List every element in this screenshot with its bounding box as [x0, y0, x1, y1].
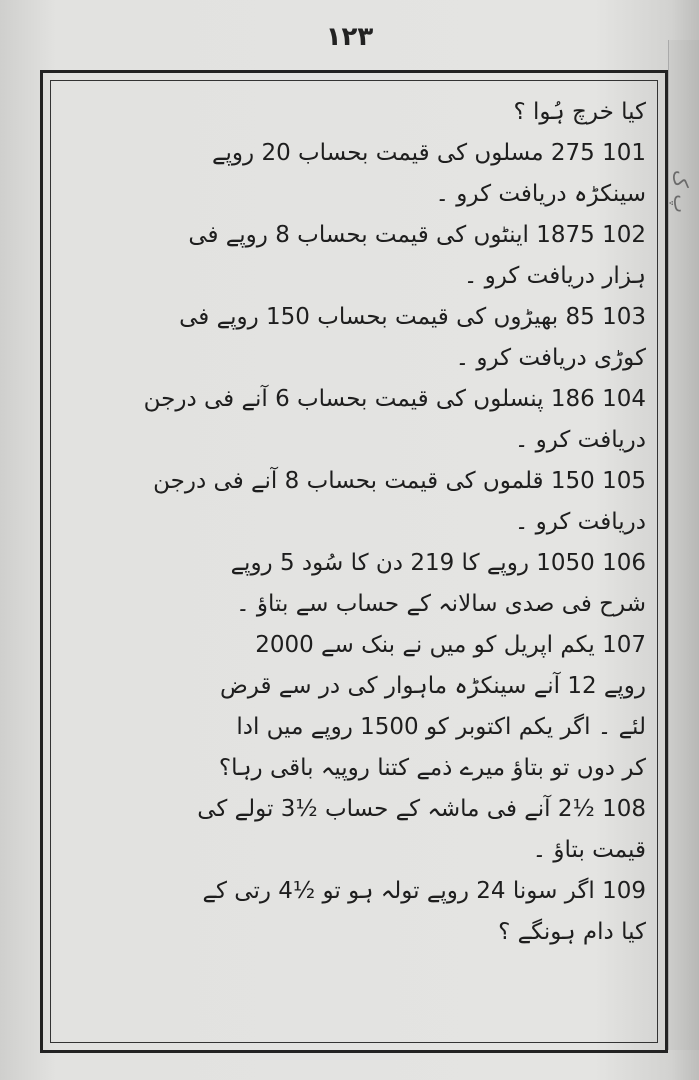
text-line: 108 ½2 آنے فی ماشہ کے حساب ½3 تولے کی [197, 796, 646, 822]
text-line: شرح فی صدی سالانہ کے حساب سے بتاؤ ۔ [236, 591, 646, 617]
text-line: کیا خرچ ہُوا ؟ [513, 99, 646, 125]
text-line: ہزار دریافت کرو ۔ [463, 263, 646, 289]
text-line: 103 85 بھیڑوں کی قیمت بحساب 150 روپے فی [179, 304, 646, 330]
text-line: دریافت کرو ۔ [514, 427, 646, 453]
text-line: لئے ۔ اگر یکم اکتوبر کو 1500 روپے میں ادا [236, 714, 646, 740]
text-line: 107 یکم اپریل کو میں نے بنک سے 2000 [255, 632, 646, 658]
text-line: کوڑی دریافت کرو ۔ [455, 345, 646, 371]
page-number: ۱۲۳ [325, 22, 374, 52]
text-line: کیا دام ہونگے ؟ [498, 919, 646, 945]
text-line: روپے 12 آنے سینکڑہ ماہوار کی در سے قرض [219, 673, 646, 699]
text-line: 101 275 مسلوں کی قیمت بحساب 20 روپے [212, 140, 646, 166]
text-line: قیمت بتاؤ ۔ [532, 837, 646, 863]
text-line: 106 1050 روپے کا 219 دن کا سُود 5 روپے [230, 550, 646, 576]
text-line: کر دوں تو بتاؤ میرے ذمے کتنا روپیہ باقی رہا؟ [218, 755, 646, 781]
text-line: 102 1875 اینٹوں کی قیمت بحساب 8 روپے فی [188, 222, 646, 248]
text-line: 109 اگر سونا 24 روپے تولہ ہو تو ½4 رتی کے [202, 878, 646, 904]
facing-page-text: پ ک [669, 170, 693, 214]
facing-page-edge [668, 40, 699, 1050]
text-line: سینکڑہ دریافت کرو ۔ [435, 181, 646, 207]
text-line: دریافت کرو ۔ [514, 509, 646, 535]
text-line: 104 186 پنسلوں کی قیمت بحساب 6 آنے فی درجن [143, 386, 646, 412]
text-block [66, 92, 646, 1042]
text-line: 105 150 قلموں کی قیمت بحساب 8 آنے فی درجن [153, 468, 646, 494]
